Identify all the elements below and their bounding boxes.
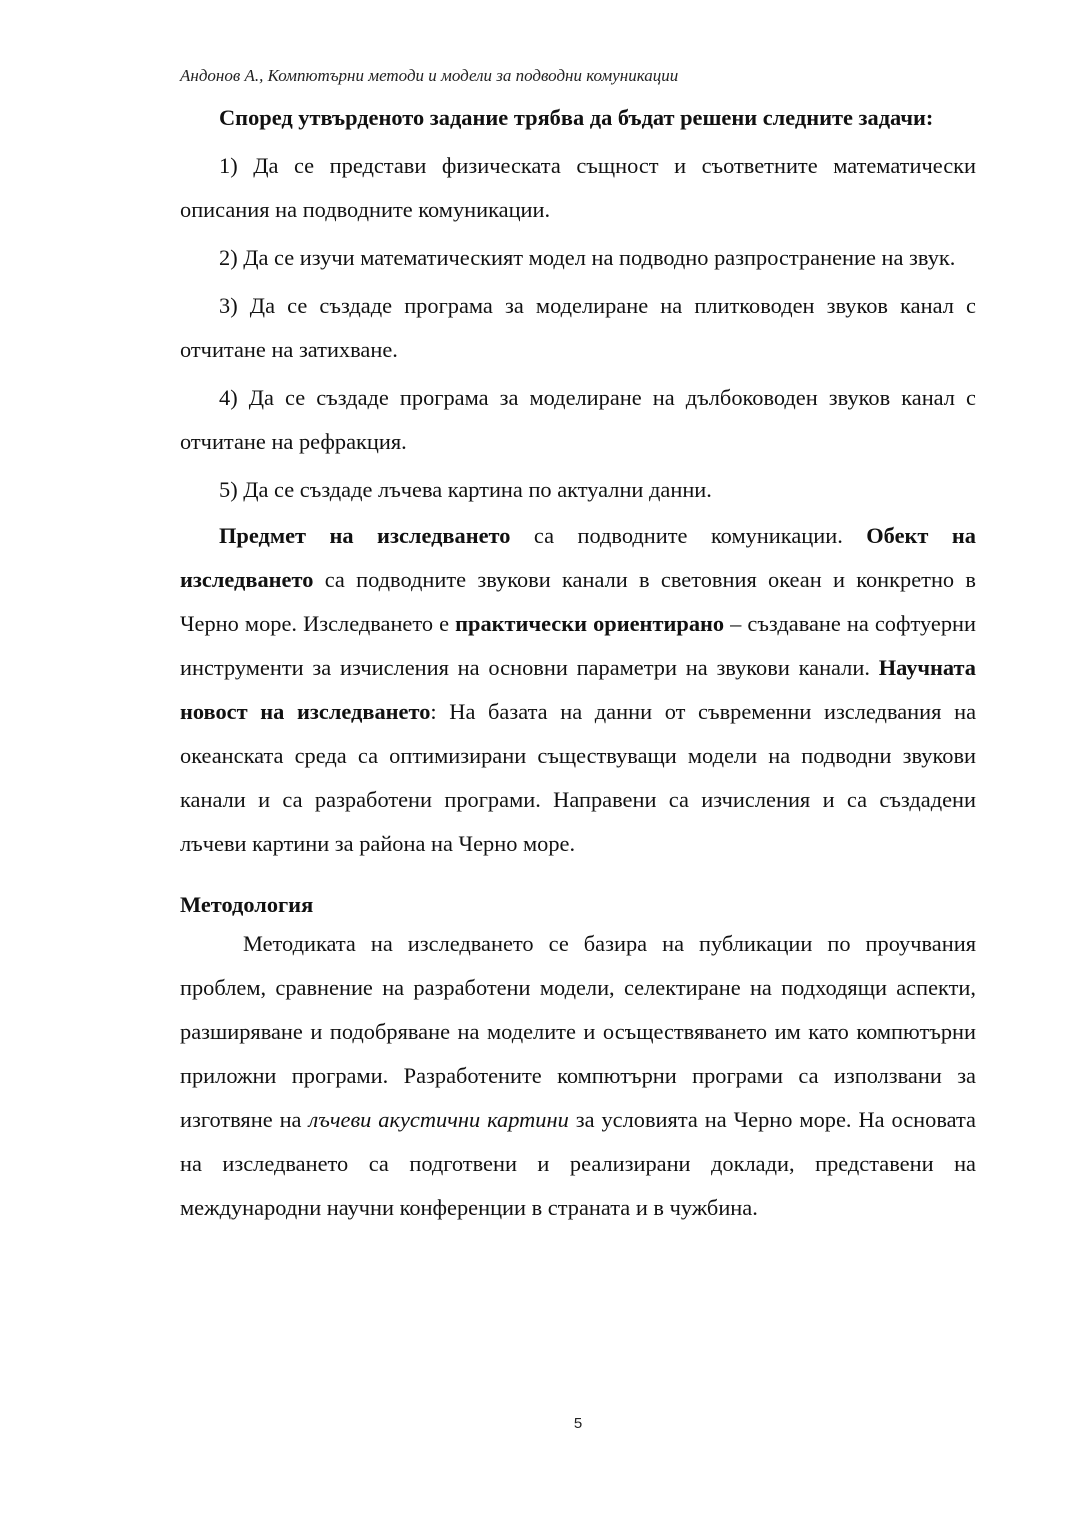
tasks-intro-text: Според утвърденото задание трябва да бъдат решени следните задачи:: [219, 105, 934, 130]
task-item-4: 4) Да се създаде програма за моделиране на дълбоководен звуков канал с отчитане на рефракция.: [180, 385, 976, 454]
subject-paragraph: [180, 514, 976, 866]
object-label: Обект на изследването: [180, 523, 976, 592]
methodology-text-before: Методиката на изследването се базира на публикации по проучвания проблем, сравнение на разработени модели, селектиране на подходящи аспекти, разширяване и подобряване на моделите и осъществяването им като компютърни приложни програми. Разработените компютърни програми са използвани за изготвяне на: [180, 931, 976, 1132]
practical-text: – създаване на софтуерни инструменти за изчисления на основни параметри на звукови канали.: [180, 611, 976, 680]
practical-label: практически ориентирано: [455, 611, 725, 636]
subject-text: са подводните комуникации.: [510, 523, 867, 548]
page-number: 5: [573, 1415, 583, 1432]
task-item-1: 1) Да се представи физическата същност и съответните математически описания на подводните комуникации.: [180, 153, 976, 222]
document-page: [180, 0, 976, 1527]
task-item-2: 2) Да се изучи математическият модел на подводно разпространение на звук.: [219, 245, 956, 270]
body-text: [180, 96, 976, 1230]
methodology-text-after: за условията на Черно море. На основата на изследването са подготвени и реализирани доклади, представени на международни научни конференции в страната и в чужбина.: [180, 1107, 976, 1220]
subject-label: Предмет на изследването: [219, 523, 511, 548]
task-item-3: 3) Да се създаде програма за моделиране на плитководен звуков канал с отчитане на затихване.: [180, 293, 976, 362]
novelty-text: : На базата на данни от съвременни изследвания на океанската среда са оптимизирани съществуващи модели на подводни звукови канали и са разработени програми. Направени са изчисления и са създадени лъчеви картини за района на Черно море.: [180, 699, 977, 856]
task-item-5: 5) Да се създаде лъчева картина по актуални данни.: [219, 477, 712, 502]
novelty-label: Научната новост на изследването: [180, 655, 976, 724]
methodology-heading: Методология: [180, 892, 314, 917]
methodology-italic-term: лъчеви акустични картини: [308, 1107, 569, 1132]
object-text: са подводните звукови канали в световния океан и конкретно в Черно море. Изследването е: [180, 567, 976, 636]
running-header: Андонов А., Компютърни методи и модели за подводни комуникации: [180, 66, 679, 85]
methodology-paragraph: [180, 922, 976, 1230]
tasks-intro: [180, 96, 976, 140]
